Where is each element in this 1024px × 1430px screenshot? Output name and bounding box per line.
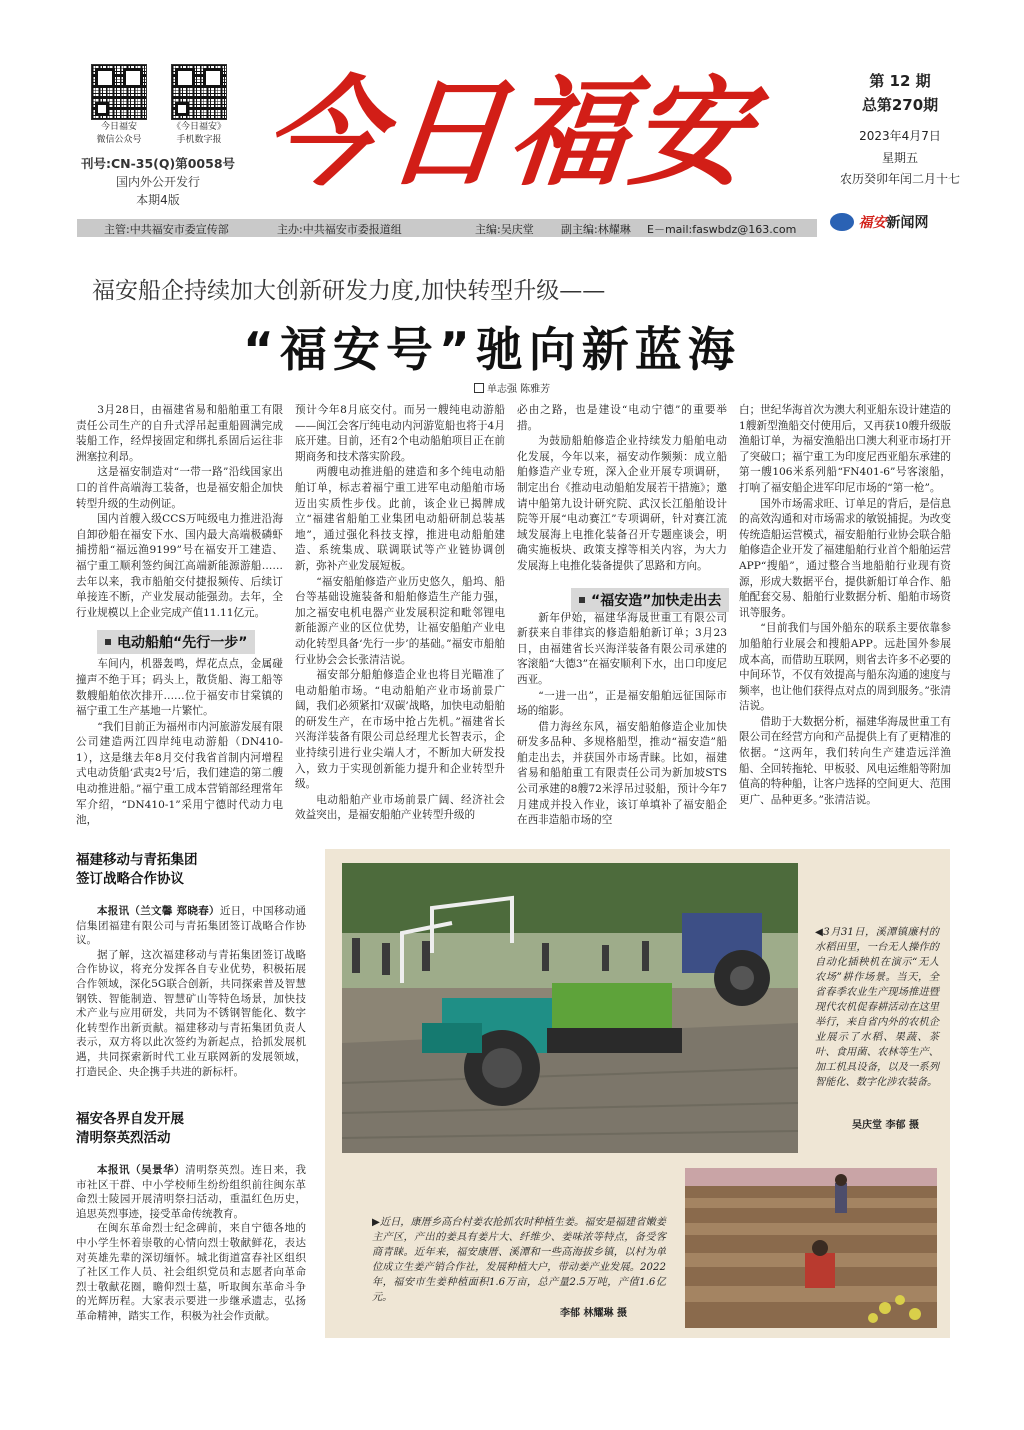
photo-rice-transplanter[interactable] (342, 863, 798, 1153)
paragraph: 电动船舶产业市场前景广阔、经济社会效益突出，是福安船舶产业转型升级的 (295, 793, 505, 822)
paragraph: 3月28日，由福建省易和船舶重工有限责任公司生产的自升式浮吊起重船圆满完成装船工作，经焊接固定和绑扎系固后运往非洲塞拉利昂。 (76, 404, 283, 463)
news-site-logo[interactable] (830, 212, 928, 232)
paragraph: 国内首艘入级CCS万吨级电力推进沿海自卸砂船在福安下水、国内最大高端极磷虾捕捞船“福远渔9199”号在福安开工建造、福宁重工顺利签约闽江高端新能源游船……去年以来，我市船舶交付捷报频传、后续订单接连不断，产业发展动能强劲。去年，全行业规模以上企业完成产值11.11亿元。 (76, 513, 283, 619)
paragraph: 白；世纪华海首次为澳大利亚船东设计建造的1艘新型渔船交付使用后，又再获10艘升级版渔船订单，为福安渔船出口澳大利亚市场打开了突破口；福宁重工为印度尼西亚船东承建的第一艘106米系列船“FN401-6”号客滚船，打响了福安船企进军印尼市场的“第一枪”。 (739, 404, 951, 494)
title-line: 签订战略合作协议 (76, 871, 184, 887)
qr1-caption-line1: 今日福安 (100, 122, 137, 132)
qr2-caption-line1: 《今日福安》 (171, 122, 226, 132)
paragraph: “福安船舶修造产业历史悠久，船坞、船台等基础设施装备和船舶修造生产能力强，加之福安电机电器产业发展积淀和毗邻锂电新能源产业的区位优势，让福安船舶产业电动化转型具备‘先行一步’的基础。”福安市船舶行业协会会长张清洁说。 (295, 575, 505, 666)
lead-column-1 (76, 403, 283, 843)
title-line: 福建移动与青拓集团 (76, 852, 198, 868)
paragraph: 新年伊始，福建华海晟世重工有限公司新获来自菲律宾的修造船舶新订单；3月23日，由福建省长兴海洋装备有限公司承建的客滚船“大德3”在福安顺利下水，出口印度尼西亚。 (517, 611, 727, 686)
paragraph: 福安部分船舶修造企业也将目光瞄准了电动船舶市场。“电动船舶产业市场前景广阔，我们必须紧扣‘双碳’战略，加快电动船舶的研发生产，在市场中抢占先机。”福建省长兴海洋装备有限公司总经理尤长智表示，企业持续引进行业尖端人才，不断加大研发投入，致力于实现创新能力提升和企业转型升级。 (295, 669, 505, 791)
newspaper-title: 今日福安 (257, 63, 761, 202)
title-line: 福安各界自发开展 (76, 1111, 184, 1127)
side-story-1-body (76, 904, 306, 1079)
side-story-1-title (76, 851, 198, 889)
distribution: 国内外公开发行 (115, 175, 200, 189)
side-story-2-body (76, 1163, 306, 1324)
weekday: 星期五 (881, 151, 918, 165)
lunar-date: 农历癸卯年闰二月十七 (839, 172, 960, 186)
paragraph: 国外市场需求旺、订单足的背后，是信息的高效沟通和对市场需求的敏锐捕捉。为改变传统造船运营模式，福安船舶行业协会联合船舶修造企业开发了福建船舶行业首个船舶运营APP“搜船”，通过整合当地船舶行业现有资源，形成大数据平台，提供新船订单合作、船舶配套交易、船舶行业数据分析、船舶市场资讯等服务。 (739, 497, 951, 619)
digital-paper-qr-code[interactable] (171, 64, 227, 120)
total-issue: 总第270期 (861, 96, 939, 114)
photo1-credit: 吴庆堂 李郁 摄 (852, 1120, 919, 1131)
logo-swirl-icon (830, 213, 854, 231)
kanhao: 刊号:CN-35(Q)第0058号 (80, 156, 236, 171)
paragraph: 车间内，机器轰鸣，焊花点点，金属碰撞声不绝于耳；码头上，散货船、海工船等数艘船舶依次排开……位于福安市甘棠镇的福宁重工生产基地一片繁忙。 (76, 658, 283, 718)
title-line: 清明祭英烈活动 (76, 1130, 171, 1146)
lead-headline: “福安号”驰向新蓝海 (243, 323, 741, 378)
paragraph: “我们目前正为福州市内河旅游发展有限公司建造两江四岸纯电动游船（DN410-1），这是继去年8月交付我省首制内河增程式电动货船‘武夷2号’后，我们建造的第二艘电动推进船。”福宁重工成本营销部经理常年军介绍，“DN410-1”采用宁德时代动力电池， (76, 720, 283, 827)
photo1-caption: ◀3月31日，溪潭镇廉村的水稻田里，一台无人操作的自动化插秧机在演示“无人农场”耕作场景。当天，全省春季农业生产现场推进暨现代农机促春耕活动在这里举行，来自省内外的农机企业展示了水稻、果蔬、茶叶、食用菌、农林等生产、加工机具设备，以及一系列智能化、数字化涉农装备。 (815, 927, 939, 1088)
page-count: 本期4版 (136, 193, 180, 207)
issue-date: 2023年4月7日 (859, 129, 941, 143)
qr2-caption-line2: 手机数字报 (176, 135, 222, 145)
wechat-qr-code[interactable] (91, 64, 147, 120)
sponsor: 主办:中共福安市委报道组 (277, 223, 402, 236)
email[interactable]: E－mail:faswbdz@163.com (647, 223, 797, 236)
logo-text: 新闻网 (886, 215, 929, 231)
chief-editor: 主编:吴庆堂 (475, 223, 534, 236)
paragraph: 为鼓励船舶修造企业持续发力船舶电动化发展，今年以来，福安动作频频：成立船舶修造产业专班，深入企业开展专项调研，制定出台《推动电动船舶发展若干措施》；邀请中船第九设计研究院、武汉长江船舶设计院等开展“电动赛江”专项调研，针对赛江流域发展海上电推化装备召开专题座谈会，明确实施板块、政策支撑等相关内容，为大力发展海上电推化装备提供了思路和方向。 (517, 435, 727, 572)
lead-column-4 (739, 403, 951, 843)
lead-column-3 (517, 403, 727, 843)
subhead-electric-ships: 电动船舶“先行一步” (97, 630, 255, 654)
paragraph: 必由之路，也是建设“电动宁德”的重要举措。 (517, 404, 727, 432)
paragraph: 清明祭英烈。连日来，我市社区干群、中小学校师生纷纷组织前往闽东革命烈士陵园开展清明祭扫活动，重温红色历史，追思英烈事迹，接受革命传统教育。 (76, 1164, 307, 1220)
lead-kicker: 福安船企持续加大创新研发力度,加快转型升级—— (92, 278, 606, 304)
qr2-caption (159, 121, 239, 147)
photo-ginger-planting[interactable] (685, 1168, 937, 1328)
photo2-caption: ▶近日，康厝乡高台村姜农抢抓农时种植生姜。福安是福建省嫩姜主产区，产出的姜具有姜片大、纤维少、姜味浓等特点，备受客商青睐。近年来，福安康厝、溪潭和一些高海拔乡镇，以村为单位成立生姜产销合作社，发展种植大户，带动姜产业发展。2022年，福安市生姜种植面积1.6万亩，总产量2.5万吨，产值1.6亿元。 (372, 1217, 666, 1303)
paragraph: 预计今年8月底交付。而另一艘纯电动游船——闽江会客厅纯电动内河游览船也将于4月底开建。目前，还有2个电动船舶项目正在前期商务和技术落实阶段。 (295, 404, 505, 463)
paragraph: 借力海丝东风，福安船舶修造企业加快研发多品种、多规格船型，推动“福安造”船舶走出去，并获国外市场青睐。比如，福建省易和船舶重工有限责任公司为新加坡STS公司承建的8艘72米浮吊过驳船，预计今年7月建成并投入作业，该订单填补了福安船企在西非造船市场的空 (517, 720, 727, 827)
dateline: 本报讯（吴景华） (97, 1164, 186, 1176)
paragraph: 两艘电动推进船的建造和多个纯电动船舶订单，标志着福宁重工进军电动船舶市场迈出实质性步伐。此前，该企业已揭牌成立“福建省船舶工业集团电动船研制总装基地”，通过强化科技支撑，推进电动船舶建造、系统集成、联调联试等产业链协调创新，弥补产业发展短板。 (295, 466, 505, 572)
qr1-caption-line2: 微信公众号 (96, 135, 142, 145)
paragraph: 借助于大数据分析，福建华海晟世重工有限公司在经营方向和产品提供上有了更精准的依据。“这两年，我们转向生产建造远洋渔船、全回转拖轮、甲板驳、风电运维船等附加值高的特种船，让客户选择的空间更大、范围更广、品种更多。”张清洁说。 (739, 715, 951, 806)
masthead-info-bar (77, 219, 817, 237)
subhead-going-global: “福安造”加快走出去 (571, 588, 729, 612)
lead-byline: 单志强 陈雅芳 (474, 380, 550, 395)
deputy-editor: 副主编:林耀琳 (561, 223, 631, 236)
supervisor: 主管:中共福安市委宣传部 (104, 223, 229, 236)
photo2-credit: 李郁 林耀琳 摄 (560, 1308, 627, 1319)
lead-column-2 (295, 403, 505, 843)
paragraph: 在闽东革命烈士纪念碑前，来自宁德各地的中小学生怀着崇敬的心情向烈士敬献鲜花，表达对英雄先辈的深切缅怀。城北街道富春社区组织了社区工作人员、社会组织党员和志愿者向革命烈士敬献花圈，瞻仰烈士墓，听取闽东革命斗争的光辉历程。大家表示要进一步继承遗志，弘扬革命精神，踏实工作，积极为社会作贡献。 (76, 1222, 306, 1322)
paragraph: “一进一出”，正是福安船舶远征国际市场的缩影。 (517, 689, 727, 718)
issue-number: 第 12 期 (869, 72, 931, 90)
paragraph: 据了解，这次福建移动与青拓集团签订战略合作协议，将充分发挥各自专业优势，积极拓展合作领域，深化5G联合创新，共同探索普及智慧钢铁、智能制造、智慧矿山等特色场景，加快技术产业与应用研发，共同为不锈钢智能化、数字化转型作出新贡献。福建移动与青拓集团负责人表示，双方将以此次签约为新起点，拾抓发展机遇，共同探索新时代工业互联网新的发展领域，打造民企、央企携手共进的新标杆。 (76, 948, 306, 1078)
paragraph: 这是福安制造对“一带一路”沿线国家出口的首件高端海工装备，也是福安船企加快转型升级的生动例证。 (76, 466, 283, 510)
logo-brand: 福安 (858, 215, 887, 231)
side-story-2-title (76, 1110, 184, 1148)
dateline: 本报讯（兰文馨 郑晓春） (97, 905, 220, 917)
paragraph: 近日，中国移动通信集团福建有限公司与青拓集团签订战略合作协议。 (76, 905, 307, 947)
paragraph: “目前我们与国外船东的联系主要依靠参加船舶行业展会和搜船APP。远赴国外参展成本高，而借助互联网，则省去许多不必要的中间环节，不仅有效提高与船东沟通的速度与频率，也让他们获得点对点的周到服务。”张清洁说。 (739, 622, 951, 713)
qr1-caption (79, 121, 159, 147)
